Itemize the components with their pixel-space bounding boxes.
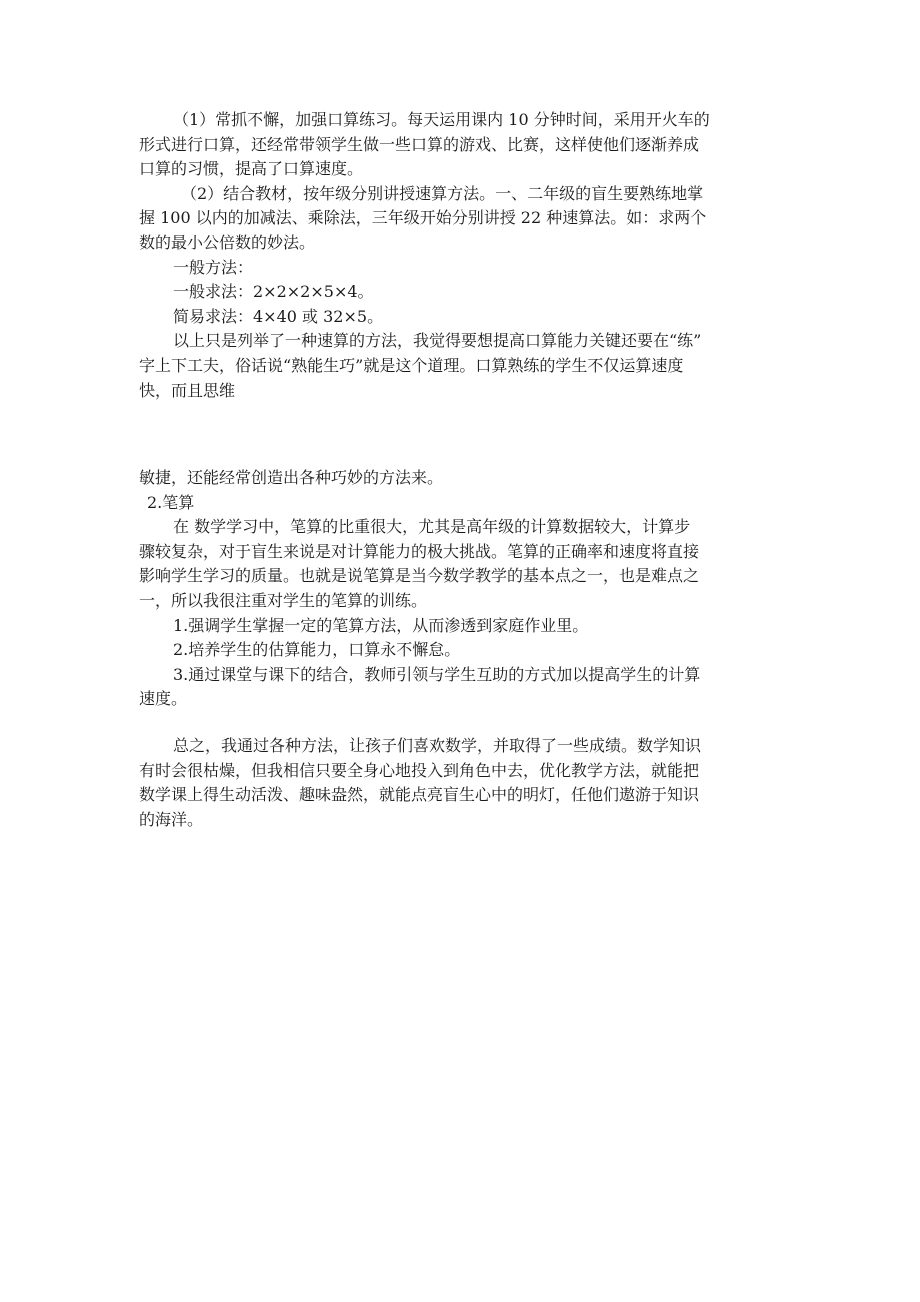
paragraph-practice-makes-perfect <box>139 329 799 403</box>
text-line: （1）常抓不懈，加强口算练习。每天运用课内 10 分钟时间，采用开火车的 <box>173 110 710 129</box>
list-item: 1.强调学生掌握一定的笔算方法，从而渗透到家庭作业里。 <box>173 615 589 635</box>
text-line: 影响学生学习的质量。也就是说笔算是当今数学教学的基本点之一，也是难点之 <box>139 566 700 586</box>
list-item: 2.培养学生的估算能力，口算永不懈怠。 <box>173 640 461 660</box>
text-line: 骤较复杂，对于盲生来说是对计算能力的极大挑战。笔算的正确率和速度将直接 <box>139 541 700 561</box>
text-line: 的海洋。 <box>139 809 204 829</box>
text-block-bottom <box>139 734 799 832</box>
text-line: 数学课上得生动活泼、趣味盎然，就能点亮盲生心中的明灯，任他们遨游于知识 <box>139 785 700 805</box>
paragraph-written-calculation <box>139 515 799 613</box>
text-line: 数的最小公倍数的妙法。 <box>139 232 316 252</box>
text-line: 握 100 以内的加减法、乘除法，三年级开始分别讲授 22 种速算法。如：求两个 <box>139 208 707 228</box>
text-line: 口算的习惯，提高了口算速度。 <box>139 159 364 179</box>
text-line: 在 数学学习中，笔算的比重很大，尤其是高年级的计算数据较大，计算步 <box>173 517 691 537</box>
method-simple: 简易求法：4×40 或 32×5。 <box>173 306 384 326</box>
text-line: 总之，我通过各种方法，让孩子们喜欢数学，并取得了一些成绩。数学知识 <box>173 736 702 755</box>
text-line: 字上下工夫，俗话说“熟能生巧”就是这个道理。口算熟练的学生不仅运算速度 <box>139 355 684 375</box>
text-line: （2）结合教材，按年级分别讲授速算方法。一、二年级的盲生要熟练地掌 <box>181 183 704 203</box>
text-line: 一，所以我很注重对学生的笔算的训练。 <box>139 590 428 610</box>
text-block-middle <box>139 466 799 712</box>
paragraph-speed-methods <box>139 182 799 256</box>
method-heading: 一般方法： <box>173 257 254 277</box>
text-line: 形式进行口算，还经常带领学生做一些口算的游戏、比赛，这样使他们逐渐养成 <box>139 134 700 154</box>
method-general: 一般求法：2×2×2×5×4。 <box>173 282 374 302</box>
text-line: 以上只是列举了一种速算的方法，我觉得要想提高口算能力关键还要在“练” <box>173 331 702 351</box>
list-item <box>139 663 799 712</box>
paragraph-conclusion <box>139 734 799 832</box>
text-block-top <box>139 108 799 403</box>
section-heading: 2.笔算 <box>147 492 195 512</box>
text-line: 3.通过课堂与课下的结合，教师引领与学生互助的方式加以提高学生的计算 <box>173 664 701 684</box>
text-line: 快，而且思维 <box>139 380 236 400</box>
continuation-line: 敏捷，还能经常创造出各种巧妙的方法来。 <box>139 468 444 487</box>
paragraph-oral-practice <box>139 108 799 182</box>
text-line: 速度。 <box>139 689 188 709</box>
text-line: 有时会很枯燥，但我相信只要全身心地投入到角色中去，优化教学方法，就能把 <box>139 760 700 780</box>
